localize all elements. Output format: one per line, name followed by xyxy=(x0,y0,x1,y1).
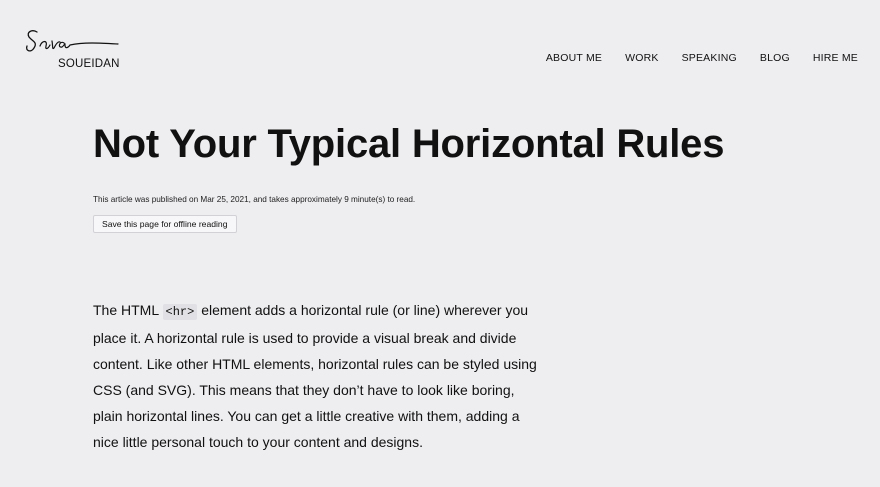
nav-speaking[interactable]: SPEAKING xyxy=(681,52,737,64)
save-offline-button[interactable]: Save this page for offline reading xyxy=(93,215,237,233)
article-title: Not Your Typical Horizontal Rules xyxy=(93,122,725,166)
intro-text-rest: element adds a horizontal rule (or line) wherever you place it. A horizontal rule is used to provide a visual break and divide content. Like other HTML elements, horizontal rules can be styled using CSS (and SVG). This means that they don’t have to look like boring, plain horizontal lines. You can get a little creative with them, adding a nice little personal touch to your content and designs. xyxy=(93,302,537,450)
intro-text-start: The HTML xyxy=(93,302,163,318)
article-intro-paragraph xyxy=(93,297,543,455)
hr-code-snippet: <hr> xyxy=(163,304,198,320)
nav-about-me[interactable]: ABOUT ME xyxy=(545,52,603,64)
article-meta: This article was published on Mar 25, 2021, and takes approximately 9 minute(s) to read. xyxy=(93,195,416,204)
nav-hire-me[interactable]: HIRE ME xyxy=(812,52,858,64)
signature-logo-icon xyxy=(24,26,124,60)
main-nav xyxy=(546,52,858,64)
nav-work[interactable]: WORK xyxy=(625,52,659,64)
logo-wordmark: SOUEIDAN xyxy=(58,58,120,70)
nav-blog[interactable]: BLOG xyxy=(759,52,790,64)
site-logo[interactable] xyxy=(24,26,124,74)
